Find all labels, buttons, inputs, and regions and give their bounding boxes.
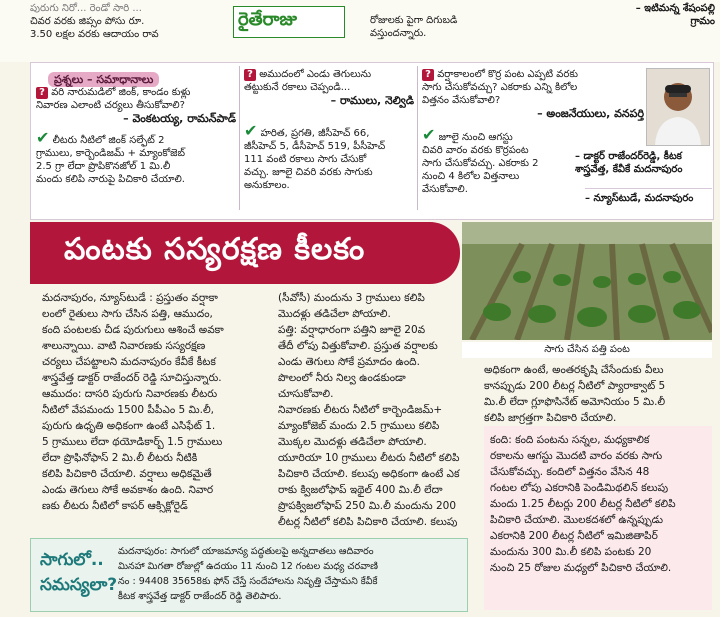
text-line: గ్రామం [690, 16, 715, 27]
text-line: కానప్పుడు 200 లీటర్ల నీటిలో ప్యారాక్వాట్ 5 [484, 380, 666, 392]
text-line: తేదీ లోపు విత్తుకోవాలి. ప్రస్తుత వర్షాలకు [278, 340, 438, 352]
text-line: నివారణ ఎలాంటి చర్యలు తీసుకోవాలి? [36, 100, 185, 111]
text-line: (సీవోసీ) మందును 3 గ్రాములు కలిపి [278, 292, 425, 304]
text-line: వస్తుందన్నారు. [370, 28, 427, 39]
text-line: 2.5 గ్రా లేదా ప్రొపికొనజోల్ 1 మి.లీ [36, 161, 171, 172]
text-line: హరిత, ప్రగతి, జీసీహెచ్ 66, [260, 128, 370, 139]
text-line: నీటిలో వేపమందు 1500 పీపీఎం 5 మి.లీ, [42, 404, 214, 416]
text-line: అధికంగా ఉంటే, అంతరకృషి చేసేందుకు వీలు [484, 364, 664, 376]
article-column-2 [278, 290, 462, 530]
photo-caption: సాగు చేసిన పత్తి పంట [462, 342, 712, 358]
text-line: ప్రొపక్విజలోఫాప్ 250 మి.లీ మందును 200 [278, 500, 457, 512]
text-line: అముదంలో ఎండు తెగులును [259, 69, 372, 80]
cotton-field-photo [462, 222, 712, 340]
text-line: పురుగు నిరో... రెండో సారి ... [30, 3, 142, 14]
text-line: చివర వరకు జిప్సం పోసు రూ. [30, 16, 145, 27]
article-column-1 [42, 290, 274, 514]
question-mark-icon: ? [36, 87, 48, 99]
check-icon: ✔ [36, 128, 50, 147]
text-line: కలిపి జాగ్రత్తగా పిచికారి చేయాలి. [484, 412, 617, 424]
text-line: యూరియా 10 గ్రాములు లీటరు నీటిలో కలిపి [278, 452, 460, 464]
text-line: ణకు లీటరు నీటిలో కాపర్ ఆక్సిక్లోరైడ్ [42, 500, 188, 512]
answer-1 [36, 128, 236, 186]
text-line: మొక్కల మొదళ్లు తడిచేలా పోయాలి. [278, 436, 427, 448]
text-line: – ఇటిమన్న శేషంపల్లి [635, 3, 715, 14]
text-line: వచ్చు. జూలై చివరి వరకు సాగుకు [244, 167, 373, 178]
text-line: వరి నారుమడిలో జింక్, కాండం కుళ్లు [51, 87, 191, 98]
raitheraju-logo [233, 6, 345, 38]
text-line: మినహా మిగతా రోజుల్లో ఉదయం 11 నుంచి 12 గంటల మధ్య చరవాణి [118, 561, 378, 572]
text-line: తట్టుకునే రకాలు చెప్పండి... [244, 82, 351, 93]
text-line: శాస్త్రవేత్త డాక్టర్ రాజేందర్ రెడ్డి సూచిస్తున్నారు. [42, 372, 222, 384]
text-line: లంలో రైతులు సాగు చేసిన పత్తి, ఆముదం, [42, 308, 213, 320]
expert-photo [646, 68, 710, 146]
top-mid-text [370, 14, 500, 40]
text-line: 111 వంటి రకాలు సాగు చేసుకో [244, 154, 367, 165]
text-line: ఎండు తెగులు సోకే ప్రమాదం ఉంది. [278, 356, 420, 368]
article-column-3 [484, 362, 712, 426]
text-line: అనుకూలం. [244, 180, 290, 191]
text-line: జూలై నుంచి ఆగస్టు [438, 132, 513, 143]
q1-signature: – వెంకటయ్య, రామన్‌పాడ్ [123, 112, 236, 125]
qa-header-label: ప్రశ్నలు – సమాధానాలు [48, 72, 159, 87]
text-line: పత్తి: వర్షాధారంగా పత్తిని జూలై 20వ [278, 324, 426, 336]
text-line: పొలంలో నీరు నిల్వ ఉండకుండా చూసుకోవాలి. [278, 372, 406, 400]
question-mark-icon: ? [244, 69, 256, 81]
text-line: 3.50 లక్షల వరకు ఆదాయం రావ [30, 29, 159, 40]
kanda-text [490, 432, 708, 576]
text-line: లీటరు నీటిలో జింక్ సల్ఫేట్ 2 [52, 135, 165, 146]
text-line: మి.లీ లేదా గ్లూఫొసినేట్ అమోనియం 5 మి.లీ [484, 396, 666, 408]
text-line: 5 గ్రాములు లేదా థయోడికార్బ్ 1.5 గ్రాములు [42, 436, 223, 448]
text-line: – డాక్టర్ రాజేందర్‌రెడ్డి, కీటక [575, 151, 682, 162]
text-line: మందు 1.25 లీటర్లు 200 లీటర్ల నీటిలో కలిపి [490, 498, 676, 510]
text-line: పిచికారి చేయాలి. మొలకదశలో ఉన్నప్పుడు [490, 514, 664, 526]
q3-signature: – అంజనేయులు, వనపర్తి [537, 107, 644, 120]
text-line: జీసీహెచ్ 5, డీసీహెచ్ 519, పీసీహెచ్ [244, 141, 386, 152]
text-line: విత్తనం వేసుకోవాలి? [422, 95, 501, 106]
helpline-text [118, 544, 462, 604]
q2-signature: – రాములు, నెల్విడి [330, 94, 414, 107]
text-line: మదనాపురం, న్యూస్‌టుడే : ప్రస్తుతం వర్షాకా [42, 292, 218, 304]
text-line: చేసుకోవచ్చు. కందిలో విత్తనం వేసిన 48 [490, 466, 650, 478]
top-left-text [30, 2, 230, 41]
text-line: చివరి వారం వరకు కొర్రపంట [422, 145, 529, 156]
text-line: వర్షాకాలంలో కొర్ర పంట ఎప్పటి వరకు [437, 69, 579, 80]
text-line: రోజులకు పైగా దిగుబడి [370, 15, 458, 26]
text-line: గ్రాములు, కార్బెండిజమ్ + మ్యాంకోజెబ్ [36, 148, 185, 159]
headline-banner [30, 222, 460, 284]
text-line: గంటల లోపు ఎకరానికి పెండిమిథలిన్ కలుపు [490, 482, 669, 494]
question-3 [422, 68, 644, 120]
text-line: ఎకరానికి 200 లీటర్ల నీటిలో ఇమిజితాపిర్ [490, 530, 658, 542]
column-divider [417, 66, 418, 210]
text-line: మందును 300 మి.లీ కలిపి పంటకు 20 [490, 546, 652, 558]
text-line: పిచికారి చేయాలి. కలుపు అధికంగా ఉంటే ఎక [278, 468, 460, 480]
text-line: నుంచి 4 కిలోల విత్తనాలు [422, 171, 520, 182]
answer-2 [244, 121, 414, 192]
text-line: కలిపి పిచికారి చేయాలి. వర్షాలు అధికమైతే [42, 468, 212, 480]
text-line: మదనాపురం: సాగులో యాజమాన్య పద్ధతులపై అన్నదాతలు ఆదివారం [118, 546, 374, 557]
text-line: సాగు చేసుకోవచ్చు. ఎకరాకు 2 [422, 158, 539, 169]
text-line: ఎండు తెగులు సోకే అవకాశం ఉంది. నివార [42, 484, 214, 496]
text-line: వేసుకోవాలి. [422, 184, 468, 195]
text-line: కీటక శాస్త్రవేత్త డాక్టర్ రాజేందర్ రెడ్డి తెలిపారు. [118, 591, 282, 602]
text-line: కంది: కంది పంటను సన్నల, మధ్యకాలిక [490, 434, 650, 446]
text-line: కంది పంటలకు చీడ పురుగులు ఆశించే అవకా [42, 324, 224, 336]
text-line: లేదా ప్రొఫినోఫాస్ 2 మి.లీ లీటరు నీటికి [42, 452, 198, 464]
question-mark-icon: ? [422, 69, 434, 81]
text-line: సాగు చేసుకోవచ్చు? ఎకరాకు ఎన్ని కిలోల [422, 82, 578, 93]
text-line: శాలున్నాయి. వాటి నివారణకు సస్యరక్షణ [42, 340, 206, 352]
field-image [462, 222, 712, 340]
column-divider [239, 66, 240, 210]
check-icon: ✔ [244, 121, 258, 140]
text-line: నుంచి 25 రోజుల మధ్యలో పిచికారి చేయాలి. [490, 562, 672, 574]
helpline-title [40, 548, 118, 600]
text-line: నివారణకు లీటరు నీటిలో కార్బెండిజమ్+ [278, 404, 443, 416]
text-line: మొదళ్లు తడిచేలా పోయాలి. [278, 308, 391, 320]
person-icon [647, 69, 709, 145]
text-line: మందు కలిపి నారుపై పిచికారి చేయాలి. [36, 174, 185, 185]
headline-text: పంటకు సస్యరక్షణ కీలకం [64, 232, 366, 267]
text-line: మ్యాంకోజెబ్ మందు 2.5 గ్రాములు కలిపి [278, 420, 440, 432]
question-2 [244, 68, 414, 107]
answer-3 [422, 125, 572, 196]
logo-text: రైతేరాజు [238, 9, 297, 30]
text-line: ఆముదం: దాసరి పురుగు నివారణకు లీటరు [42, 388, 218, 400]
text-line: చర్యలు చేపట్టాలని మదనాపురం కేవీకే కీటక [42, 356, 216, 368]
text-line: పురుగు ఉధృతి అధికంగా ఉంటే ఎసిఫేట్ 1. [42, 420, 216, 432]
text-line: సాగులో.. [40, 550, 104, 570]
text-line: లీటర్ల నీటిలో కలిపి పిచికారి చేయాలి. కలుపు [278, 516, 458, 528]
top-right-text [600, 2, 715, 28]
news-credit: – న్యూస్‌టుడే, మదనాపురం [585, 188, 712, 205]
text-line: రకాలను ఆగస్టు మొదటి వారం వరకు సాగు [490, 450, 663, 462]
text-line: సమస్యలా? [40, 575, 118, 595]
check-icon: ✔ [422, 125, 436, 144]
text-line: నం : 94408 35658కు ఫోన్ చేస్తే సందేహాలను నివృత్తి చేస్తామని కేవీకే [118, 576, 378, 587]
text-line: రాకు క్విజలోఫాప్ ఇథైల్ 400 మి.లీ లేదా [278, 484, 443, 496]
expert-credit [575, 150, 712, 176]
question-1 [36, 86, 236, 125]
text-line: శాస్త్రవేత్త, కేవీకే మదనాపురం [575, 164, 683, 175]
